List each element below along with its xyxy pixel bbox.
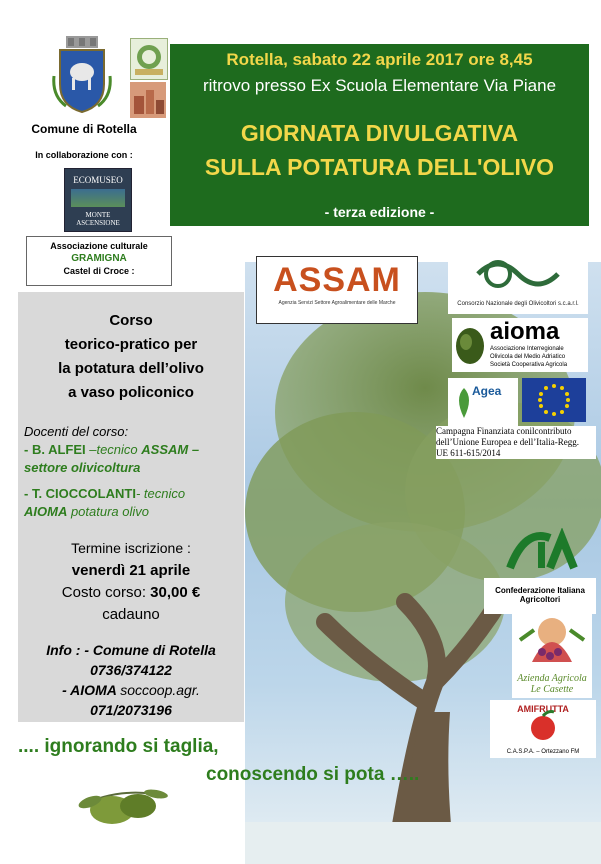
tagline-line-1: .... ignorando si taglia, bbox=[18, 736, 219, 757]
info-line-2: 0736/374122 bbox=[90, 662, 172, 678]
ecomuseo-top-label: ECOMUSEO bbox=[73, 175, 123, 185]
course-title-2: teorico-pratico per bbox=[64, 336, 198, 353]
event-date-line: Rotella, sabato 22 aprile 2017 ore 8,45 bbox=[226, 50, 533, 69]
campagna-line-3: UE 611-615/2014 bbox=[436, 448, 501, 458]
assam-wordmark: ASSAM bbox=[273, 261, 401, 299]
azienda-logo bbox=[512, 612, 592, 698]
docente-2-name: - T. CIOCCOLANTI bbox=[24, 486, 136, 501]
aioma-wordmark: aioma bbox=[490, 318, 560, 345]
docente-1-name: - B. ALFEI bbox=[24, 442, 86, 457]
ecomuseo-bottom-label-2: ASCENSIONE bbox=[76, 219, 120, 227]
docenti-label: Docenti del corso: bbox=[24, 424, 129, 439]
campagna-line-2: dell’Unione Europea e dell’Italia-Regg. bbox=[436, 437, 579, 447]
info-line-3 bbox=[18, 682, 244, 698]
costo-label: Costo corso: bbox=[61, 584, 151, 601]
consorzio-label: Consorzio Nazionale degli Olivicoltori s.c.a.r.l. bbox=[457, 301, 579, 307]
assoc-line1: Associazione culturale bbox=[50, 241, 148, 251]
comune-crest bbox=[52, 36, 112, 114]
caspa-logo bbox=[490, 700, 596, 758]
comune-label: Comune di Rotella bbox=[31, 122, 137, 136]
termine-date: venerdì 21 aprile bbox=[71, 562, 191, 579]
aioma-sub-2: Olivicola del Medio Adriatico bbox=[490, 354, 566, 360]
info-line-1: Info : - Comune di Rotella bbox=[46, 642, 216, 658]
docente-2-line2 bbox=[24, 504, 149, 519]
header-banner bbox=[170, 44, 589, 226]
assam-logo bbox=[256, 256, 418, 324]
docente-2-role-c: potatura olivo bbox=[67, 504, 150, 519]
costo-value: 30,00 € bbox=[150, 584, 201, 601]
assoc-line3: Castel di Croce : bbox=[63, 266, 135, 276]
docente-1-role-a: –tecnico bbox=[85, 442, 142, 457]
campagna-line-1: Campagna Finanziata conilcontributo bbox=[436, 426, 572, 436]
ecomuseo-logo bbox=[64, 168, 132, 232]
event-edition: - terza edizione - bbox=[324, 204, 435, 220]
agea-logo bbox=[448, 378, 518, 428]
info-soccoop: soccoop.agr. bbox=[120, 682, 200, 698]
consorzio-logo bbox=[448, 254, 588, 314]
docente-2-line1 bbox=[24, 486, 185, 501]
svg-text:AMIFRUTTA: AMIFRUTTA bbox=[517, 704, 569, 714]
gramigna-box bbox=[26, 236, 172, 286]
olives-image bbox=[70, 776, 170, 832]
docente-1-line1 bbox=[24, 442, 199, 457]
docente-1-role-b: settore olivicoltura bbox=[24, 460, 141, 475]
campagna-text bbox=[436, 426, 596, 459]
docente-2-role-a: - tecnico bbox=[135, 486, 186, 501]
docente-1-org: ASSAM – bbox=[141, 442, 200, 457]
cia-logo bbox=[500, 528, 590, 578]
assam-subtitle: Agenzia Servizi Settore Agroalimentare delle Marche bbox=[278, 300, 396, 306]
slow-food-logo bbox=[130, 38, 168, 80]
termine-label: Termine iscrizione : bbox=[71, 540, 191, 556]
info-line-4: 071/2073196 bbox=[90, 702, 172, 718]
event-title-line2: SULLA POTATURA DELL'OLIVO bbox=[204, 154, 555, 180]
aioma-sub-3: Società Cooperativa Agricola bbox=[490, 362, 568, 368]
aioma-logo bbox=[452, 318, 588, 372]
docente-2-role-b: AIOMA bbox=[24, 504, 68, 519]
azienda-label-1: Azienda Agricola bbox=[517, 673, 587, 684]
course-title-3: la potatura dell’olivo bbox=[58, 360, 204, 377]
village-photo bbox=[130, 82, 166, 118]
info-aioma: - AIOMA bbox=[62, 682, 121, 698]
event-location-line: ritrovo presso Ex Scuola Elementare Via Piane bbox=[202, 76, 557, 95]
agea-wordmark: Agea bbox=[472, 384, 502, 398]
course-title-1: Corso bbox=[109, 312, 153, 329]
tagline-line-2: conoscendo si pota ….. bbox=[206, 764, 420, 785]
aioma-sub-1: Associazione Interregionale bbox=[490, 346, 564, 352]
collab-label: In collaborazione con : bbox=[35, 150, 133, 160]
cia-box bbox=[484, 578, 596, 614]
caspa-label: C.A.S.P.A. – Ortezzano FM bbox=[506, 749, 580, 755]
assoc-name: GRAMIGNA bbox=[71, 253, 127, 264]
cia-label-2: Agricoltori bbox=[519, 595, 561, 604]
azienda-label-2: Le Casette bbox=[530, 684, 574, 695]
cia-label-1: Confederazione Italiana bbox=[495, 586, 585, 595]
event-title-line1: GIORNATA DIVULGATIVA bbox=[240, 120, 519, 146]
eu-flag bbox=[522, 378, 586, 422]
costo-unit: cadauno bbox=[102, 606, 160, 623]
course-panel bbox=[18, 292, 244, 722]
ecomuseo-bottom-label-1: MONTE bbox=[85, 211, 111, 219]
costo-line bbox=[18, 584, 244, 601]
course-title-4: a vaso policonico bbox=[68, 384, 194, 401]
